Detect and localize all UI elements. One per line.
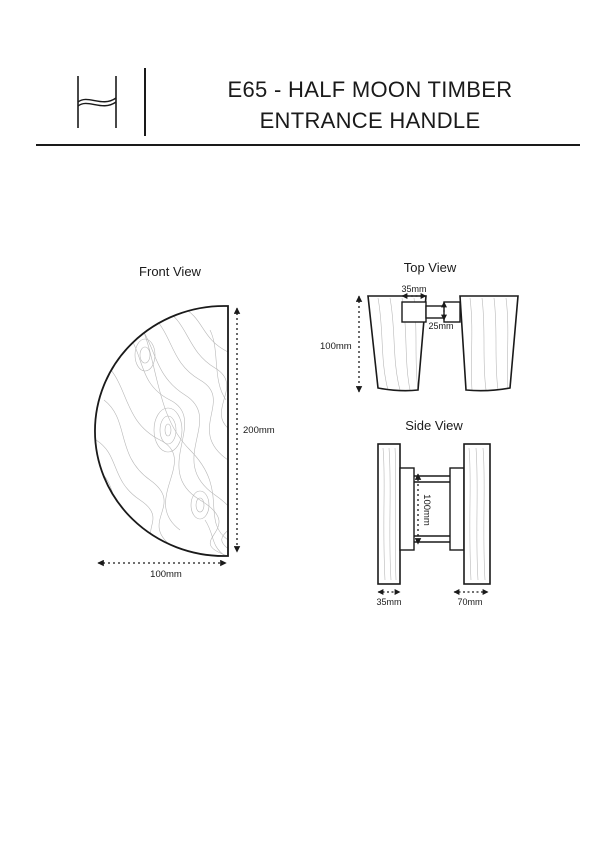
side-left-thickness-dimension: 35mm [376,597,402,607]
front-view-outline [95,306,228,556]
top-depth-dimension: 100mm [320,341,352,352]
top-view-right-spacer [444,302,460,322]
top-view-left-spacer [402,302,426,322]
top-view-right-handle [460,296,518,391]
side-view-left-spacer [400,468,414,550]
side-view-right-spacer [450,468,464,550]
side-view-label: Side View [405,418,463,433]
front-width-dimension: 100mm [150,569,182,580]
side-view [376,418,490,607]
front-height-dimension: 200mm [243,425,275,436]
side-spacing-dimension: 100mm [421,494,432,526]
top-spindle-length-dimension: 35mm [401,284,427,294]
front-view-wood-grain [96,306,235,556]
side-view-left-handle [378,444,400,584]
side-right-thickness-dimension: 70mm [457,597,483,607]
top-view-spindle [426,306,446,318]
front-view [95,264,275,580]
title-line-2: ENTRANCE HANDLE [259,108,481,133]
top-view-right-handle-grain [470,298,508,390]
top-spindle-width-dimension: 25mm [428,321,454,331]
front-view-label: Front View [139,264,201,279]
top-view-label: Top View [403,260,457,275]
title-line-1: E65 - HALF MOON TIMBER [227,77,513,102]
top-view [320,260,518,392]
